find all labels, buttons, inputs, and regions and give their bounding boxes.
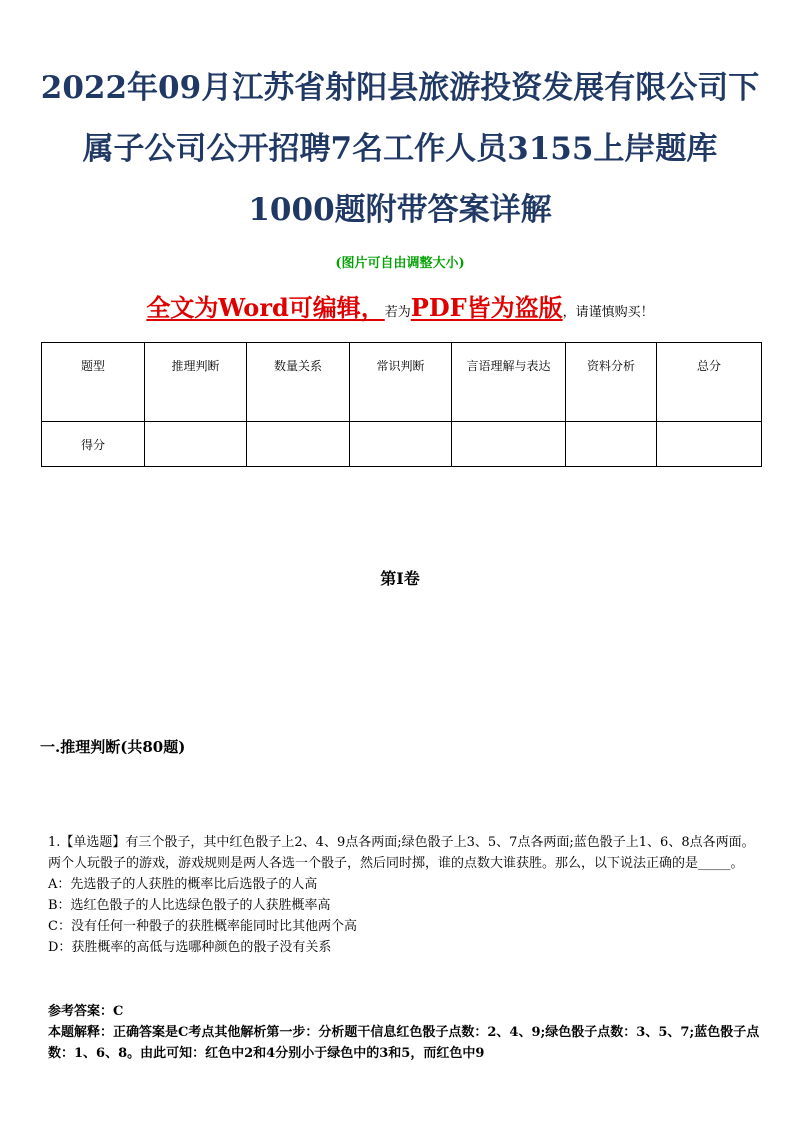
notice-if: 若为 bbox=[384, 305, 411, 320]
question-block bbox=[48, 832, 762, 958]
score-table-header-row bbox=[42, 343, 762, 422]
score-table bbox=[41, 342, 762, 467]
question-stem: 1.【单选题】有三个骰子，其中红色骰子上2、4、9点各两面;绿色骰子上3、5、7点各两面;蓝色骰子上1、6、8点各两面。两个人玩骰子的游戏，游戏规则是两人各选一个骰子，然后同时掷，谁的点数大谁获胜。那么，以下说法正确的是_____。 bbox=[48, 835, 755, 871]
score-row-label: 得分 bbox=[42, 422, 145, 467]
option-b: B：选红色骰子的人比选绿色骰子的人获胜概率高 bbox=[48, 898, 331, 913]
copyright-notice bbox=[0, 288, 800, 323]
answer-explanation: 本题解释：正确答案是C考点其他解析第一步：分析题干信息红色骰子点数：2、4、9;绿色骰子点数：3、5、7;蓝色骰子点数：1、6、8。由此可知：红色中2和4分别小于绿色中的3和5，而红色中9 bbox=[48, 1025, 760, 1061]
notice-word-editable: 全文为Word可编辑， bbox=[146, 293, 385, 322]
section-title: 一.推理判断(共80题) bbox=[40, 738, 186, 756]
option-d: D：获胜概率的高低与选哪种颜色的骰子没有关系 bbox=[48, 940, 332, 955]
score-cell bbox=[247, 422, 350, 467]
image-resize-note: (图片可自由调整大小) bbox=[335, 256, 465, 271]
answer-block bbox=[48, 1001, 762, 1064]
header-cell-total: 总分 bbox=[657, 343, 762, 422]
header-cell-type: 题型 bbox=[42, 343, 145, 422]
notice-pdf-pirated: PDF皆为盗版 bbox=[410, 293, 563, 322]
header-cell-reasoning: 推理判断 bbox=[145, 343, 247, 422]
header-cell-data-analysis: 资料分析 bbox=[566, 343, 657, 422]
score-cell bbox=[145, 422, 247, 467]
volume-title: 第I卷 bbox=[380, 569, 420, 588]
notice-buy-carefully: ，请谨慎购买！ bbox=[562, 305, 654, 320]
score-cell bbox=[350, 422, 452, 467]
header-cell-common-sense: 常识判断 bbox=[350, 343, 452, 422]
header-cell-verbal: 言语理解与表达 bbox=[452, 343, 566, 422]
answer-label: 参考答案：C bbox=[48, 1004, 124, 1019]
score-cell bbox=[452, 422, 566, 467]
option-a: A：先选骰子的人获胜的概率比后选骰子的人高 bbox=[48, 877, 318, 892]
score-table-score-row bbox=[42, 422, 762, 467]
option-c: C：没有任何一种骰子的获胜概率能同时比其他两个高 bbox=[48, 919, 357, 934]
score-cell bbox=[657, 422, 762, 467]
header-cell-quantity: 数量关系 bbox=[247, 343, 350, 422]
document-title: 2022年09月江苏省射阳县旅游投资发展有限公司下属子公司公开招聘7名工作人员3155上岸题库1000题附带答案详解 bbox=[40, 70, 760, 228]
score-cell bbox=[566, 422, 657, 467]
